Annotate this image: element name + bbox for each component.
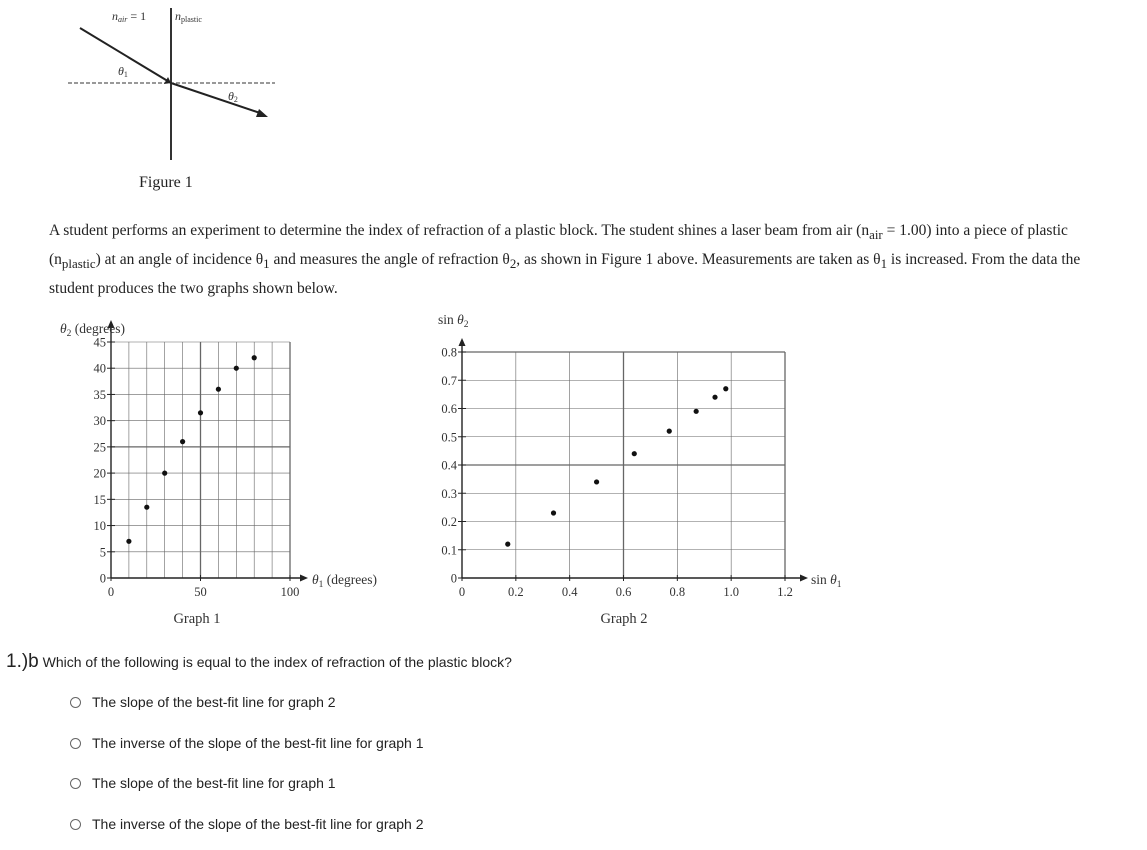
x-tick-label: 0.8 xyxy=(669,585,686,599)
y-tick-label: 0.2 xyxy=(441,515,457,529)
y-tick-label: 10 xyxy=(93,519,106,534)
y-tick-label: 45 xyxy=(93,335,106,350)
x-tick-label: 0 xyxy=(107,585,115,599)
x-tick-label: 0.2 xyxy=(508,585,524,599)
figure-caption: Figure 1 xyxy=(139,174,193,191)
y-tick-label: 0.3 xyxy=(441,486,457,501)
x-axis-label: $\theta_1$ (degrees) xyxy=(312,572,377,590)
x-tick-label: 0.4 xyxy=(561,585,578,599)
x-axis-arrow xyxy=(300,575,308,582)
data-point xyxy=(723,386,728,391)
y-tick-label: 35 xyxy=(93,387,106,402)
refraction-diagram xyxy=(60,0,290,200)
y-tick-label: 20 xyxy=(93,466,106,481)
y-tick-label: 15 xyxy=(93,492,106,507)
answer-option-3[interactable] xyxy=(70,775,336,791)
x-axis-label: $\sin \theta_1$ xyxy=(811,572,842,590)
data-point xyxy=(632,451,637,456)
radio-button[interactable] xyxy=(70,738,81,749)
y-tick-label: 25 xyxy=(93,440,106,455)
data-point xyxy=(667,429,672,434)
answer-option-2[interactable] xyxy=(70,735,424,751)
graph-2 xyxy=(420,306,840,636)
data-point xyxy=(234,366,239,371)
data-point xyxy=(594,479,599,484)
n-air-label: nair = 1 xyxy=(112,9,147,24)
n-plastic-label: nplastic xyxy=(175,9,202,24)
option-label: The inverse of the slope of the best-fit line for graph 2 xyxy=(92,816,424,832)
data-point xyxy=(252,355,257,360)
y-axis-label: $\sin \theta_2$ xyxy=(438,312,469,330)
data-point xyxy=(162,471,167,476)
y-axis-label: $\theta_2$ (degrees) xyxy=(60,321,125,339)
y-tick-label: 0.7 xyxy=(441,373,457,388)
data-point xyxy=(694,409,699,414)
option-label: The slope of the best-fit line for graph 2 xyxy=(92,694,336,710)
radio-button[interactable] xyxy=(70,819,81,830)
intro-paragraph: A student performs an experiment to determine the index of refraction of a plastic block. The student shines a laser beam from air $(n_{air} = 1.00)$ into a piece of plastic $(n_{plastic})$ at an angle of incidence $\theta_1$ and measures the angle of refraction $\theta_2$, as shown in Figure 1 above. Measurements are taken as $\theta_1$ is increased. From the data the student produces the two graphs shown below. xyxy=(49,222,1081,298)
y-tick-label: 0.8 xyxy=(441,345,457,360)
theta2-label: θ2 xyxy=(228,89,238,104)
x-tick-label: 50 xyxy=(194,585,207,599)
data-point xyxy=(180,439,185,444)
option-label: The slope of the best-fit line for graph 1 xyxy=(92,775,336,791)
x-tick-label: 0 xyxy=(458,585,466,599)
graph-title: Graph 2 xyxy=(600,611,648,627)
data-point xyxy=(144,505,149,510)
data-point xyxy=(198,410,203,415)
x-tick-label: 1.0 xyxy=(723,585,739,599)
y-tick-label: 0 xyxy=(99,571,106,586)
y-tick-label: 30 xyxy=(93,414,106,429)
y-tick-label: 5 xyxy=(99,545,106,560)
x-tick-label: 1.2 xyxy=(777,585,793,599)
y-tick-label: 0.1 xyxy=(441,543,457,558)
graph-1 xyxy=(50,306,420,636)
refracted-ray xyxy=(171,83,260,113)
answer-option-1[interactable] xyxy=(70,694,336,710)
y-tick-label: 0.6 xyxy=(441,402,457,416)
data-point xyxy=(712,395,717,400)
data-point xyxy=(551,510,556,515)
option-label: The inverse of the slope of the best-fit line for graph 1 xyxy=(92,735,424,751)
x-tick-label: 100 xyxy=(280,585,300,599)
x-tick-label: 0.6 xyxy=(615,585,632,599)
y-tick-label: 40 xyxy=(93,361,106,376)
data-point xyxy=(126,539,131,544)
theta1-label: θ1 xyxy=(118,64,128,79)
data-point xyxy=(505,542,510,547)
y-tick-label: 0 xyxy=(450,571,457,586)
y-tick-label: 0.5 xyxy=(441,430,457,445)
x-axis-arrow xyxy=(800,575,808,582)
graph-title: Graph 1 xyxy=(173,611,221,627)
y-axis-arrow xyxy=(459,338,466,346)
data-point xyxy=(216,387,221,392)
refracted-arrowhead xyxy=(256,109,268,117)
answer-option-4[interactable] xyxy=(70,816,424,832)
question-text: Which of the following is equal to the index of refraction of the plastic block? xyxy=(42,654,512,670)
y-tick-label: 0.4 xyxy=(441,458,457,473)
question-number: 1.)b xyxy=(6,651,39,672)
radio-button[interactable] xyxy=(70,697,81,708)
radio-button[interactable] xyxy=(70,778,81,789)
question-prompt xyxy=(6,651,512,673)
